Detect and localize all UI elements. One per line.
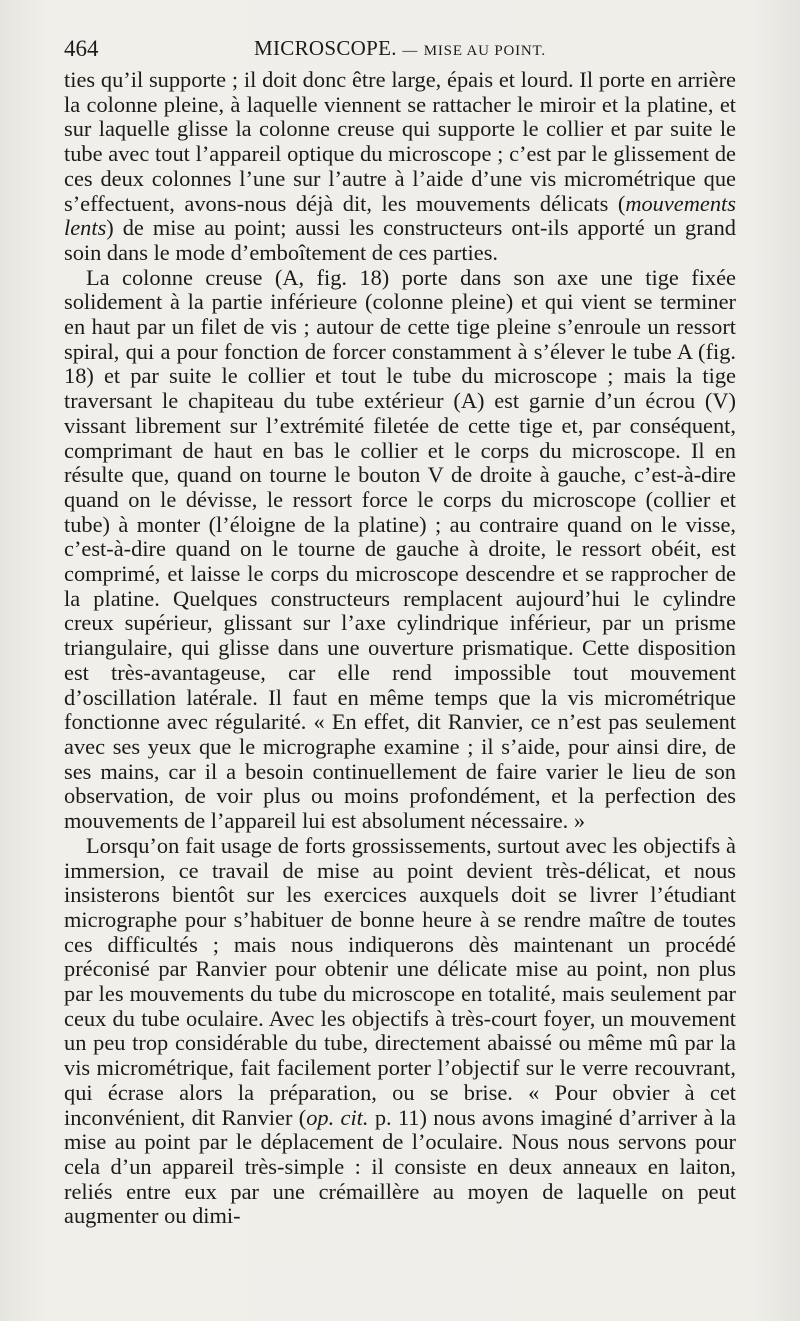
text-segment: ) de mise au point; aussi les constructeurs ont-ils apporté un grand soin dans le mode d’emboîtement de ces parties. — [64, 215, 736, 265]
body-text — [64, 68, 736, 1229]
text-segment: Lorsqu’on fait usage de forts grossissements, surtout avec les objectifs à immersion, ce travail de mise au point devient très-délicat, et nous insisterons bientôt sur les exercices auxquels doit se livrer l’étudiant micrographe pour s’habituer de bonne heure à se rendre maître de toutes ces difficultés ; mais nous indiquerons dès maintenant un procédé préconisé par Ranvier pour obtenir une délicate mise au point, non plus par les mouvements du tube du microscope en totalité, mais seulement par ceux du tube oculaire. Avec les objectifs à très-court foyer, un mouvement un peu trop considérable du tube, directement abaissé ou même mû par la vis micrométrique, fait facilement porter l’objectif sur le verre recouvrant, qui écrase alors la préparation, ou se brise. « Pour obvier à cet inconvénient, dit Ranvier ( — [64, 832, 736, 1130]
text-segment: La colonne creuse (A, fig. 18) porte dans son axe une tige fixée solidement à la partie inférieure (colonne pleine) et qui vient se terminer en haut par un filet de vis ; autour de cette tige pleine s’enroule un ressort spiral, qui a pour fonction de forcer constamment à s’élever le tube A (fig. 18) et par suite le collier et tout le tube du microscope ; mais la tige traversant le chapiteau du tube extérieur (A) est garnie d’un écrou (V) vissant librement sur l’extrémité filetée de cette tige et, par conséquent, comprimant de haut en bas le collier et le corps du microscope. Il en résulte que, quand on tourne le bouton V de droite à gauche, c’est-à-dire quand on le dévisse, le ressort force le corps du microscope (collier et tube) à monter (l’éloigne de la platine) ; au contraire quand on le visse, c’est-à-dire quand on le tourne de gauche à droite, le ressort obéit, est comprimé, et laisse le corps du microscope descendre et se rapprocher de la platine. Quelques constructeurs remplacent aujourd’hui le cylindre creux supérieur, glissant sur l’axe cylindrique inférieur, par un prisme triangulaire, qui glisse dans une ouverture prismatique. Cette disposition est très-avantageuse, car elle rend impossible tout mouvement d’oscillation latérale. Il faut en même temps que la vis micrométrique fonctionne avec régularité. « En effet, dit Ranvier, ce n’est pas seulement avec ses yeux que le micrographe examine ; il s’aide, pour ainsi dire, de ses mains, car il a besoin continuellement de faire varier le lieu de son observation, de voir plus ou moins profondément, et la perfection des mouvements de l’appareil lui est absolument nécessaire. » — [64, 264, 736, 834]
text-segment: p. 11) nous avons imaginé d’arriver à la mise au point par le déplacement de l’oculaire. Nous nous servons pour cela d’un appareil très-simple : il consiste en deux anneaux en laiton, reliés entre eux par une crémaillère au moyen de laquelle on peut augmenter ou dimi- — [64, 1104, 736, 1229]
italic-text: mouvements lents — [64, 190, 736, 241]
paragraph — [64, 266, 736, 834]
paragraph — [64, 834, 736, 1229]
running-head-subtitle: MISE AU POINT. — [423, 43, 546, 59]
running-head-dash: — — [402, 43, 419, 59]
running-head-title: MICROSCOPE. — [254, 36, 397, 60]
running-head — [64, 36, 736, 61]
paragraph — [64, 68, 736, 266]
text-segment: ties qu’il supporte ; il doit donc être large, épais et lourd. Il porte en arrière la colonne pleine, à laquelle viennent se rattacher le miroir et la platine, et sur laquelle glisse la colonne creuse qui supporte le collier et par suite le tube avec tout l’appareil optique du microscope ; c’est par le glissement de ces deux colonnes l’une sur l’autre à l’aide d’une vis micrométrique que s’effectuent, avons-nous déjà dit, les mouvements délicats ( — [64, 67, 736, 216]
page-header — [64, 36, 736, 66]
italic-text: op. cit. — [306, 1104, 369, 1130]
page-number: 464 — [64, 36, 99, 61]
